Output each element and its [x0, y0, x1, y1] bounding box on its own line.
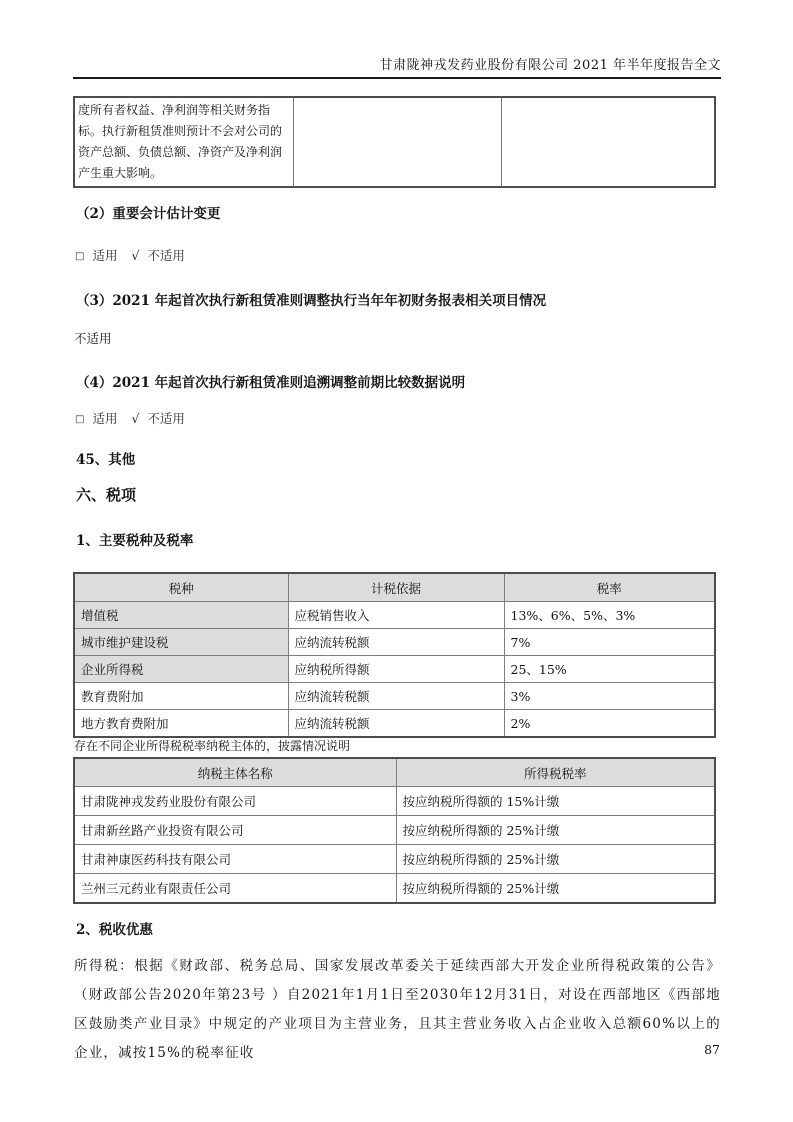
- entity-rate-cell: 按应纳税所得额的 25%计缴: [396, 874, 715, 904]
- tax-rate-cell: 2%: [504, 710, 715, 738]
- table-row: [74, 710, 715, 738]
- col-header-income-tax-rate: 所得税税率: [396, 758, 715, 787]
- entity-rate-cell: 按应纳税所得额的 25%计缴: [396, 816, 715, 845]
- table-header-row: [74, 573, 715, 602]
- tax-type-cell: 教育费附加: [74, 683, 288, 710]
- tax-type-cell: 城市维护建设税: [74, 629, 288, 656]
- page-number: 87: [704, 1042, 720, 1057]
- col-header-entity-name: 纳税主体名称: [74, 758, 396, 787]
- entity-name-cell: 兰州三元药业有限责任公司: [74, 874, 396, 904]
- col-header-tax-basis: 计税依据: [288, 573, 504, 602]
- tax-preference-paragraph: 所得税：根据《财政部、税务总局、国家发展改革委关于延续西部大开发企业所得税政策的公告》（财政部公告2020年第23号 ）自2021年1月1日至2030年12月31日，对设在西部地区《西部地区鼓励类产业目录》中规定的产业项目为主营业务，且其主营业务收入占企业收入总额60%以上的企业，减按15%的税率征收: [74, 958, 721, 1061]
- carryover-table: [73, 96, 716, 188]
- tax-type-cell: 增值税: [74, 602, 288, 629]
- tax-rate-table: [73, 572, 716, 738]
- heading-tax-section: 六、税项: [76, 486, 137, 504]
- table-row: [74, 656, 715, 683]
- disclosure-note: 存在不同企业所得税税率纳税主体的，披露情况说明: [74, 739, 351, 753]
- heading-tax-types: 1、主要税种及税率: [76, 533, 194, 549]
- tax-rate-cell: 7%: [504, 629, 715, 656]
- col-header-tax-rate: 税率: [504, 573, 715, 602]
- tax-type-cell: 地方教育费附加: [74, 710, 288, 738]
- table-row: [74, 629, 715, 656]
- applicability-line: [75, 409, 185, 427]
- heading-tax-preference: 2、税收优惠: [76, 922, 153, 938]
- col-header-tax-type: 税种: [74, 573, 288, 602]
- checkbox-unchecked-icon: □: [75, 251, 85, 262]
- table-row: [74, 787, 715, 816]
- empty-cell: [501, 97, 715, 187]
- check-icon: √: [131, 411, 140, 426]
- tax-rate-cell: 13%、6%、5%、3%: [504, 602, 715, 629]
- table-row: [74, 683, 715, 710]
- table-row: [74, 845, 715, 874]
- tax-rate-cell: 25、15%: [504, 656, 715, 683]
- tax-type-cell: 企业所得税: [74, 656, 288, 683]
- applicable-label: 适用: [92, 411, 118, 426]
- tax-basis-cell: 应纳税所得额: [288, 656, 504, 683]
- entity-name-cell: 甘肃新丝路产业投资有限公司: [74, 816, 396, 845]
- entity-rate-cell: 按应纳税所得额的 25%计缴: [396, 845, 715, 874]
- applicability-line: [75, 246, 185, 264]
- tax-rate-cell: 3%: [504, 683, 715, 710]
- empty-cell: [293, 97, 501, 187]
- tax-basis-cell: 应纳流转税额: [288, 629, 504, 656]
- table-row: [74, 874, 715, 904]
- heading-first-exec-adjust: （3）2021 年起首次执行新租赁准则调整执行当年年初财务报表相关项目情况: [76, 293, 547, 309]
- applicable-label: 适用: [92, 248, 118, 263]
- policy-change-cell: 度所有者权益、净利润等相关财务指标。执行新租赁准则预计不会对公司的资产总额、负债总额、净资产及净利润产生重大影响。: [74, 97, 293, 187]
- not-applicable-text: 不适用: [74, 331, 112, 346]
- tax-basis-cell: 应税销售收入: [288, 602, 504, 629]
- page-header: [73, 54, 721, 79]
- heading-retro-adjust: （4）2021 年起首次执行新租赁准则追溯调整前期比较数据说明: [76, 375, 466, 391]
- not-applicable-label: 不适用: [147, 411, 185, 426]
- report-title: 甘肃陇神戎发药业股份有限公司 2021 年半年度报告全文: [379, 58, 721, 73]
- table-header-row: [74, 758, 715, 787]
- table-row: [74, 816, 715, 845]
- table-row: [74, 97, 715, 187]
- table-row: [74, 602, 715, 629]
- checkbox-unchecked-icon: □: [75, 414, 85, 425]
- not-applicable-label: 不适用: [147, 248, 185, 263]
- entity-rate-cell: 按应纳税所得额的 15%计缴: [396, 787, 715, 816]
- taxpayer-entity-table: [73, 757, 716, 904]
- tax-basis-cell: 应纳流转税额: [288, 710, 504, 738]
- tax-basis-cell: 应纳流转税额: [288, 683, 504, 710]
- entity-name-cell: 甘肃陇神戎发药业股份有限公司: [74, 787, 396, 816]
- heading-estimate-change: （2）重要会计估计变更: [76, 206, 221, 222]
- check-icon: √: [131, 248, 140, 263]
- entity-name-cell: 甘肃神康医药科技有限公司: [74, 845, 396, 874]
- heading-other: 45、其他: [76, 452, 136, 468]
